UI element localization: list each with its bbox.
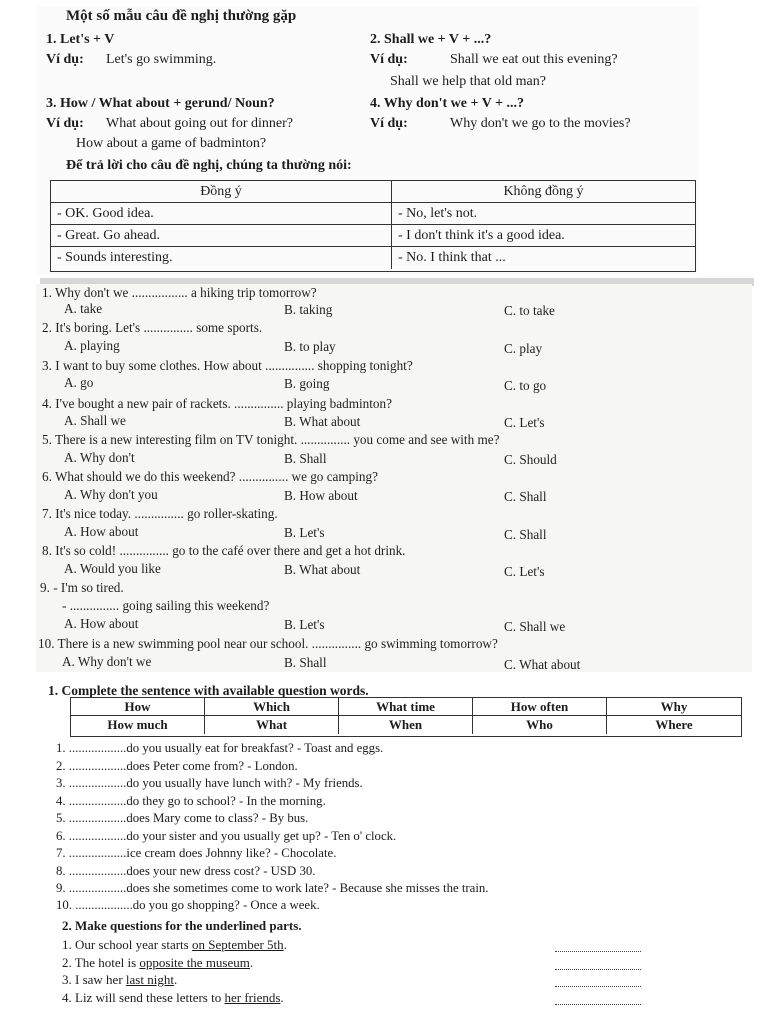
option-b: B. Shall: [284, 655, 327, 670]
question-text: 1. Why don't we ................. a hiking trip tomorrow?: [42, 285, 317, 300]
suggestion-patterns-panel: [36, 6, 698, 274]
pattern-2-example-2: Shall we help that old man?: [390, 74, 546, 89]
option-c: C. to take: [504, 303, 555, 318]
pattern-4-example-label: Ví dụ:: [370, 116, 408, 131]
fill-in-item: 5. ..................does Mary come to class? - By bus.: [56, 811, 309, 825]
option-c: C. Shall: [504, 489, 547, 504]
pattern-4-example: Why don't we go to the movies?: [450, 116, 631, 131]
word-cell: How often: [473, 698, 607, 716]
option-c: C. Should: [504, 452, 557, 467]
sentence-end: .: [280, 990, 284, 1005]
option-b: B. going: [284, 376, 330, 391]
option-b: B. How about: [284, 488, 358, 503]
sentence-end: .: [173, 972, 178, 987]
answer-line[interactable]: [555, 950, 641, 952]
option-c: C. Shall: [504, 527, 547, 542]
option-c: C. to go: [504, 378, 547, 393]
option-a: A. Why don't you: [64, 487, 158, 502]
agree-cell: - Sounds interesting.: [51, 247, 392, 269]
question-text: 4. I've bought a new pair of rackets. ............... playing badminton?: [42, 396, 392, 411]
fill-in-item: 2. ..................does Peter come from? - London.: [56, 759, 298, 773]
word-cell: Which: [205, 698, 339, 716]
option-c: C. play: [504, 341, 543, 356]
answer-line[interactable]: [555, 985, 641, 987]
disagree-cell: - No. I think that ...: [398, 250, 506, 265]
word-cell: How: [71, 698, 205, 716]
question-word-bank: [70, 697, 742, 737]
pattern-3-example-2: How about a game of badminton?: [76, 136, 267, 151]
option-a: A. Why don't we: [62, 654, 152, 669]
section-title: Một số mẫu câu đề nghị thường gặp: [66, 8, 297, 24]
fill-in-item: 9. ..................does she sometimes come to work late? - Because she misses the train.: [56, 881, 489, 895]
fill-in-item: 8. ..................does your new dress cost? - USD 30.: [56, 864, 316, 878]
word-cell: What: [205, 716, 339, 734]
fill-in-item: 1. ..................do you usually eat for breakfast? - Toast and eggs.: [56, 741, 384, 755]
disagree-header: Không đồng ý: [392, 181, 695, 203]
option-a: A. playing: [64, 338, 120, 353]
make-question-item: [62, 990, 284, 1006]
option-b: B. Let's: [284, 617, 325, 632]
word-cell: Who: [473, 716, 607, 734]
underlined-part: on September 5th: [191, 937, 284, 952]
option-a: A. Would you like: [64, 561, 161, 576]
question-text: 9. - I'm so tired.: [40, 580, 124, 595]
pattern-2-example-label: Ví dụ:: [370, 52, 408, 67]
pattern-3-heading: 3. How / What about + gerund/ Noun?: [46, 96, 275, 111]
reply-intro: Để trả lời cho câu đề nghị, chúng ta thường nói:: [66, 158, 352, 173]
make-question-item: [62, 955, 253, 971]
option-a: A. take: [64, 301, 103, 316]
option-c: C. Shall we: [504, 619, 566, 634]
underlined-part: last night: [125, 972, 174, 987]
question-text: 5. There is a new interesting film on TV tonight. ............... you come and see with me?: [42, 432, 500, 447]
word-cell: Why: [607, 698, 741, 716]
answer-line[interactable]: [555, 968, 641, 970]
multiple-choice-panel: [36, 284, 752, 672]
question-text: 6. What should we do this weekend? ............... we go camping?: [42, 469, 378, 484]
option-b: B. Let's: [284, 525, 325, 540]
option-c: C. Let's: [504, 564, 545, 579]
sentence-start: 4. Liz will send these letters to: [62, 990, 225, 1005]
fill-in-item: 3. ..................do you usually have lunch with? - My friends.: [56, 776, 363, 790]
make-question-item: [62, 972, 177, 988]
question-text: 3. I want to buy some clothes. How about ............... shopping tonight?: [42, 358, 413, 373]
pattern-3-example-1: What about going out for dinner?: [106, 116, 294, 131]
disagree-cell: - No, let's not.: [392, 203, 695, 225]
exercise-title: 2. Make questions for the underlined parts.: [62, 918, 302, 933]
exercise-title: 1. Complete the sentence with available question words.: [48, 683, 369, 698]
option-c: C. Let's: [504, 415, 545, 430]
pattern-1-example-label: Ví dụ:: [46, 52, 84, 67]
sentence-start: 1. Our school year starts: [62, 937, 192, 952]
sentence-end: .: [283, 937, 287, 952]
underlined-part: opposite the museum: [139, 955, 250, 970]
pattern-2-example-1: Shall we eat out this evening?: [450, 52, 618, 67]
disagree-cell: - I don't think it's a good idea.: [392, 225, 695, 247]
make-question-item: [62, 937, 287, 953]
pattern-1-example: Let's go swimming.: [106, 52, 217, 67]
sentence-start: 2. The hotel is: [62, 955, 140, 970]
option-b: B. What about: [284, 562, 361, 577]
option-a: A. Shall we: [64, 413, 126, 428]
fill-in-item: 7. ..................ice cream does Johnny like? - Chocolate.: [56, 846, 337, 860]
pattern-1-heading: 1. Let's + V: [46, 32, 115, 47]
agree-header: Đồng ý: [51, 181, 392, 203]
word-cell: When: [339, 716, 473, 734]
question-text: 2. It's boring. Let's ............... some sports.: [42, 320, 263, 335]
option-a: A. How about: [64, 616, 139, 631]
pattern-4-heading: 4. Why don't we + V + ...?: [370, 96, 525, 111]
option-b: B. to play: [284, 339, 336, 354]
sentence-end: .: [249, 955, 254, 970]
option-a: A. Why don't: [64, 450, 135, 465]
word-cell: Where: [655, 717, 693, 732]
question-reply-line: - ............... going sailing this weekend?: [62, 598, 270, 613]
reply-table: [50, 180, 696, 272]
word-cell: What time: [339, 698, 473, 716]
fill-in-item: 6. ..................do your sister and you usually get up? - Ten o' clock.: [56, 829, 397, 843]
question-text: 10. There is a new swimming pool near our school. ............... go swimming tomorrow?: [38, 636, 498, 651]
option-a: A. go: [64, 375, 94, 390]
sentence-start: 3. I saw her: [62, 972, 126, 987]
agree-cell: - OK. Good idea.: [51, 203, 392, 225]
pattern-2-heading: 2. Shall we + V + ...?: [370, 32, 492, 47]
option-c: C. What about: [504, 657, 581, 672]
underlined-part: her friends: [224, 990, 281, 1005]
answer-line[interactable]: [555, 1003, 641, 1005]
question-text: 8. It's so cold! ............... go to the café over there and get a hot drink.: [42, 543, 406, 558]
option-b: B. What about: [284, 414, 361, 429]
fill-in-item: 4. ..................do they go to school? - In the morning.: [56, 794, 326, 808]
option-a: A. How about: [64, 524, 139, 539]
word-cell: How much: [71, 716, 205, 734]
pattern-3-example-label: Ví dụ:: [46, 116, 84, 131]
option-b: B. taking: [284, 302, 333, 317]
agree-cell: - Great. Go ahead.: [51, 225, 392, 247]
question-text: 7. It's nice today. ............... go roller-skating.: [42, 506, 278, 521]
fill-in-item: 10. ..................do you go shopping? - Once a week.: [56, 898, 320, 912]
option-b: B. Shall: [284, 451, 327, 466]
